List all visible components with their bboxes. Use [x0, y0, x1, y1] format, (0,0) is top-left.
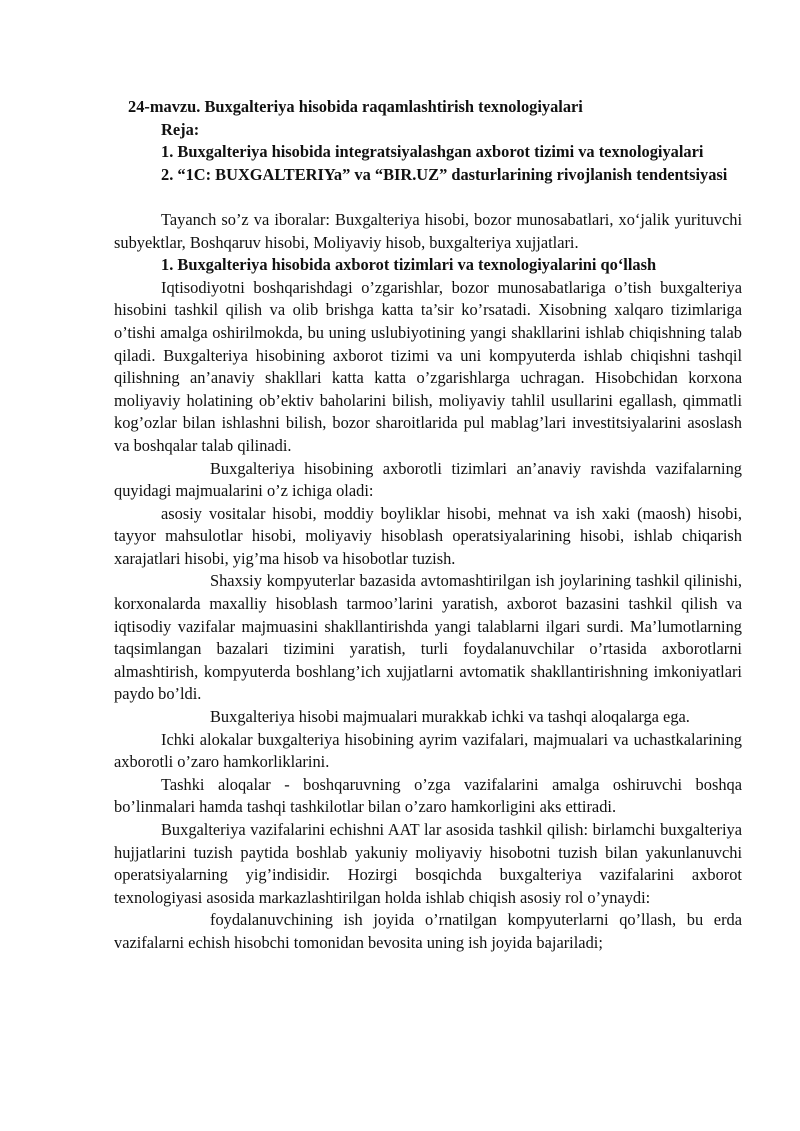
body-paragraph: Tashki aloqalar - boshqaruvning o’zga vazifalarini amalga oshiruvchi boshqa bo’linmalari hamda tashqi tashkilotlar bilan o’zaro hamkorligini aks ettiradi.: [114, 774, 742, 817]
keywords-paragraph: Tayanch so’z va iboralar: Buxgalteriya hisobi, bozor munosabatlari, xo‘jalik yurituvchi subyektlar, Boshqaruv hisobi, Moliyaviy hisob, buxgalteriya xujjatlari.: [114, 209, 742, 252]
blank-line: [114, 186, 742, 209]
body-paragraph: Iqtisodiyotni boshqarishdagi o’zgarishlar, bozor munosabatlariga o’tish buxgalteriya hisobini tashkil qilish va olib brishga katta ta’sir ko’rsatadi. Xisobning xalqaro tizimlariga o’tishi amalga oshirilmokda, bu uning uslubiyotining yangi shakllarini ishlab chiqishning talab qiladi. Buxgalteriya hisobining axborot tizimi va uni kompyuterda ishlab chiqishni tashqil qilishning an’anaviy shakllari katta katta o’zgarishlarga uchragan. Hisobchidan korxona moliyaviy holatining ob’ektiv baholarini bilish, moliyaviy tahlil usullarini egallash, qimmatli kog’ozlar bilan ishlashni bilish, bozor sharoitlarida pul mablag’lari investitsiyalarini asoslash va boshqalar talab qilinadi.: [114, 277, 742, 455]
document-title: 24-mavzu. Buxgalteriya hisobida raqamlashtirish texnologiyalari: [128, 97, 583, 116]
body-paragraph: Buxgalteriya vazifalarini echishni AAT lar asosida tashkil qilish: birlamchi buxgalteriya hujjatlarini tuzish paytida boshlab yakuniy moliyaviy hisobotni tuzish bilan yakunlanuvchi operatsiyalarning yig’indisidir. Hozirgi bosqichda buxgalteriya vazifalarini axborot texnologiyasi asosida markazlashtirilgan holda ishlab chiqish asosiy rol o’ynaydi:: [114, 820, 742, 907]
document-page: [114, 96, 742, 955]
body-paragraph: Ichki alokalar buxgalteriya hisobining ayrim vazifalari, majmualari va uchastkalarining axborotli o’zaro hamkorliklarini.: [114, 729, 742, 772]
plan-item-2: 2. “1C: BUXGALTERIYa” va “BIR.UZ” dasturlarining rivojlanish tendentsiyasi: [161, 164, 728, 184]
body-paragraph: asosiy vositalar hisobi, moddiy boyliklar hisobi, mehnat va ish xaki (maosh) hisobi, tayyor mahsulotlar hisobi, moliyaviy hisoblash operatsiyalarining hisobi, ishlab chiqarish xarajatlari hisobi, yig’ma hisob va hisobotlar tuzish.: [114, 503, 742, 568]
body-paragraph: Buxgalteriya hisobining axborotli tizimlari an’anaviy ravishda vazifalarning quyidagi majmualarini o’z ichiga oladi:: [114, 458, 742, 501]
plan-label: Reja:: [161, 119, 200, 139]
plan-item-1: 1. Buxgalteriya hisobida integratsiyalashgan axborot tizimi va texnologiyalari: [161, 142, 704, 162]
body-paragraph: foydalanuvchining ish joyida o’rnatilgan kompyuterlarni qo’llash, bu erda vazifalarni echish hisobchi tomonidan bevosita uning ish joyida bajariladi;: [114, 910, 742, 952]
body-paragraph: Shaxsiy kompyuterlar bazasida avtomashtirilgan ish joylarining tashkil qilinishi, korxonalarda maxalliy hisoblash tarmoo’larini yaratish, axborot bazasini tashkil qilish va iqtisodiy vazifalar majmuasini shakllantirishda yangi talablarni ilgari surdi. Ma’lumotlarning taqsimlangan bazalari tizimini yaratish, turli foydalanuvchilar o’rtasida axborotlarni almashtirish, kompyuterda boshlang’ich xujjatlarni avtomatik shakllantirishning imkoniyatlari paydo bo’ldi.: [114, 571, 742, 704]
section-heading: 1. Buxgalteriya hisobida axborot tizimlari va texnologiyalarini qo‘llash: [161, 255, 657, 275]
body-paragraph: Buxgalteriya hisobi majmualari murakkab ichki va tashqi aloqalarga ega.: [210, 707, 690, 727]
